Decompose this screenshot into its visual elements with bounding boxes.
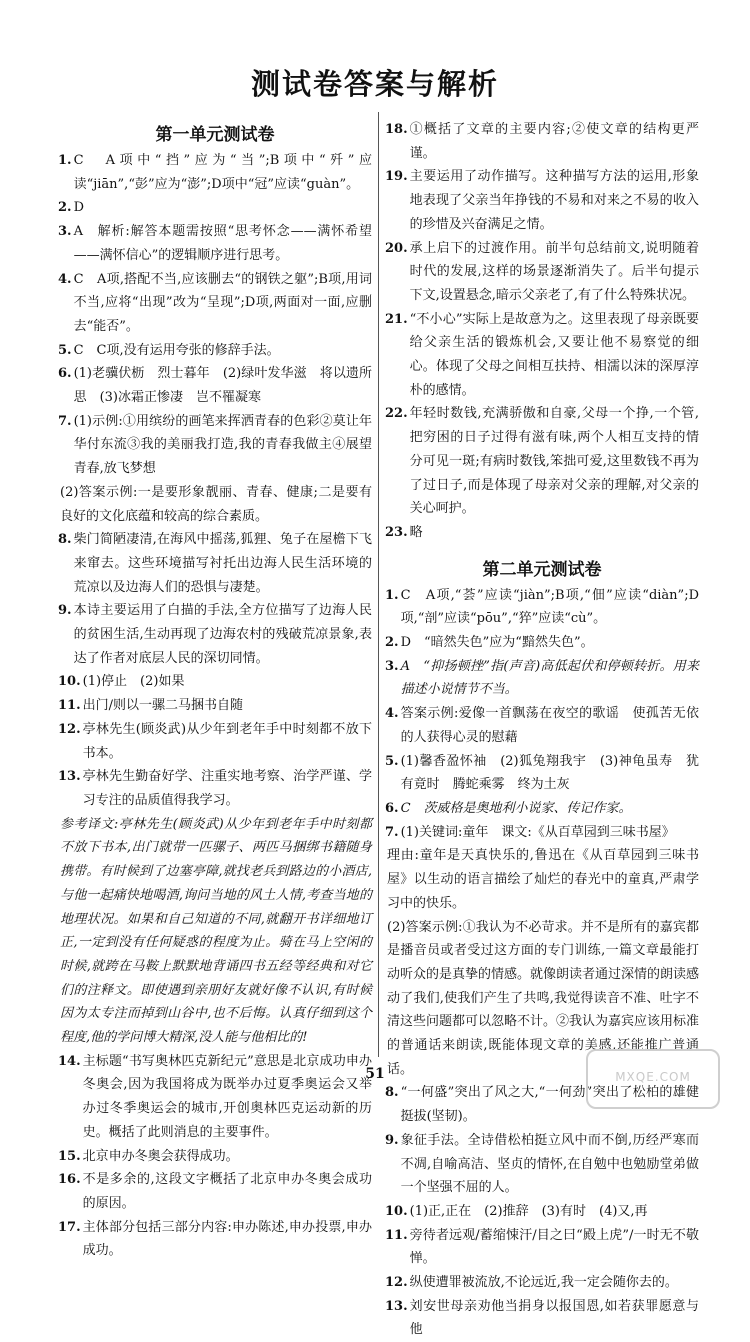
answer-number: 12. [385, 1275, 408, 1291]
answer-text: 旁待者远观/蓄缩悚汗/目之曰“殿上虎”/一时无不敬惮。 [409, 1227, 699, 1267]
answer-item [58, 765, 372, 812]
answer-number: 18. [385, 122, 408, 137]
answer-text: A “抑扬顿挫”指(声音)高低起伏和停顿转折。用来描述小说情节不当。 [400, 658, 699, 698]
answer-text: 本诗主要运用了白描的手法,全方位描写了边海人民的贫困生活,生动再现了边海农村的残破荒凉景象,表达了作者对底层人民的深切同情。 [73, 603, 372, 666]
answer-text: C A项,“荟”应读“jiàn”;B项,“佃”应读“diàn”;D项,“剖”应读“pōu”,“猝”应读“cù”。 [400, 587, 699, 627]
answer-text: 答案示例:爱像一首飘荡在夜空的歌谣 使孤苦无依的人获得心灵的慰藉 [400, 706, 699, 745]
answer-item [58, 1216, 372, 1263]
answer-text: D [73, 200, 85, 216]
answer-number: 13. [58, 769, 81, 785]
answer-number: 13. [385, 1298, 408, 1314]
answer-item [385, 402, 699, 521]
answer-number: 11. [385, 1227, 408, 1243]
answer-text: 亭林先生勤奋好学、注重实地考察、治学严谨、学习专注的品质值得我学习。 [82, 769, 372, 808]
answer-text: 理由:童年是天真快乐的,鲁迅在《从百草园到三味书屋》以生动的语言描绘了灿烂的春光中的童真,严肃学习中的快乐。 [387, 848, 699, 911]
answer-item [58, 196, 372, 220]
answer-number: 8. [385, 1085, 399, 1101]
answer-item [385, 237, 699, 308]
answer-number: 15. [58, 1148, 81, 1164]
answer-number: 1. [385, 587, 399, 603]
answer-item [385, 750, 699, 797]
answer-number: 7. [58, 413, 72, 429]
answer-number: 4. [385, 706, 399, 722]
answer-item [58, 268, 372, 339]
answer-item [58, 362, 372, 409]
answer-item [385, 1295, 699, 1342]
answer-text: C A项中“挡”应为“当”;B项中“歼”应读“jiān”,“彭”应为“澎”;D项中“冠”应读“guàn”。 [73, 153, 372, 192]
answer-item [385, 631, 699, 655]
answer-number: 4. [58, 271, 72, 287]
watermark-logo: MXQE.COM [586, 1049, 720, 1109]
answer-text: C A项,搭配不当,应该删去“的钢铁之躯”;B项,用词不当,应将“出现”改为“呈现”;D项,两面对一面,应删去“能否”。 [73, 271, 372, 334]
page-number: 51 [365, 1066, 385, 1082]
answer-item [385, 308, 699, 403]
answer-text: ①概括了文章的主要内容;②使文章的结构更严谨。 [409, 122, 699, 161]
answer-number: 14. [58, 1053, 81, 1069]
answer-text: 柴门简陋凄清,在海风中摇荡,狐狸、兔子在屋檐下飞来窜去。这些环境描写衬托出边海人民生活环境的荒凉以及边海人们的恐惧与凄楚。 [73, 532, 372, 595]
answer-text: 出门/则以一骡二马捆书自随 [82, 698, 244, 714]
answer-number: 16. [58, 1172, 81, 1188]
answer-text: A 解析:解答本题需按照“思考怀念——满怀希望——满怀信心”的逻辑顺序进行思考。 [73, 224, 372, 263]
answer-item [58, 670, 372, 694]
section-title-unit-2: 第二单元测试卷 [482, 559, 602, 580]
answer-item [58, 149, 372, 196]
left-answer-list [58, 149, 372, 1263]
answer-number: 10. [58, 674, 81, 690]
answer-item [385, 521, 699, 545]
answer-text: C C项,没有运用夸张的修辞手法。 [73, 342, 280, 358]
answer-number: 21. [385, 311, 408, 327]
answer-item [58, 718, 372, 765]
answer-number: 23. [385, 524, 408, 540]
answer-number: 19. [385, 169, 408, 185]
answer-item [58, 599, 372, 670]
answer-item [385, 1224, 699, 1271]
answer-text: D “暗然失色”应为“黯然失色”。 [400, 635, 594, 651]
answer-item [385, 702, 699, 749]
right-answer-list-a [385, 118, 699, 545]
answer-item [58, 481, 372, 528]
answer-item [385, 844, 699, 915]
right-column [385, 118, 699, 1342]
answer-text: 承上启下的过渡作用。前半句总结前文,说明随着时代的发展,这样的场景逐渐消失了。后半句提示下文,设置悬念,暗示父亲老了,有了什么特殊状况。 [409, 240, 699, 303]
answer-text: 纵使遭罪被流放,不论远近,我一定会随你去的。 [409, 1275, 678, 1291]
answer-number: 11. [58, 698, 81, 714]
answer-text: 不是多余的,这段文字概括了北京申办冬奥会成功的原因。 [82, 1172, 372, 1211]
page-title: 测试卷答案与解析 [250, 67, 499, 101]
answer-number: 10. [385, 1203, 408, 1219]
answer-item [385, 118, 699, 165]
answer-number: 2. [58, 200, 72, 216]
answer-text: (2)答案示例:一是要形象靓丽、青春、健康;二是要有良好的文化底蕴和较高的综合素质。 [60, 484, 372, 524]
answer-number: 6. [385, 800, 399, 816]
answer-item [58, 694, 372, 718]
answer-item [385, 165, 699, 236]
answer-text: (2)答案示例:①我认为不必苛求。并不是所有的嘉宾都是播音员或者受过这方面的专门训练,一篇文章最能打动听众的是真挚的情感。就像朗读者通过深情的朗读感动了我们,使我们产生了共鸣,我觉得读音不准、吐字不清这些问题都可以忽略不计。②我认为嘉宾应该用标准的普通话来朗读,既能体现文章的美感,还能推广普通话。 [387, 919, 700, 1077]
answer-item [385, 797, 699, 821]
answer-text: (1)老骥伏枥 烈士暮年 (2)绿叶发华滋 将以遗所思 (3)冰霜正惨凄 岂不罹凝寒 [73, 366, 372, 406]
answer-text: C 茨威格是奥地利小说家、传记作家。 [400, 800, 632, 816]
answer-item [385, 1129, 699, 1200]
answer-text: 象征手法。全诗借松柏挺立风中而不倒,历经严寒而不凋,自喻高洁、坚贞的情怀,在自勉中也勉励堂弟做一个坚强不屈的人。 [400, 1132, 699, 1196]
answer-text: (1)示例:①用缤纷的画笔来挥洒青春的色彩②莫让年华付东流③我的美丽我打造,我的青春我做主④展望青春,放飞梦想 [73, 413, 372, 477]
answer-text: 主标题“书写奥林匹克新纪元”意思是北京成功申办冬奥会,因为我国将成为既举办过夏季奥运会又举办过冬季奥运会的城市,开创奥林匹克运动新的历史。概括了此则消息的主要事件。 [82, 1053, 372, 1140]
column-divider [378, 112, 379, 1057]
answer-text: 参考译文:亭林先生(顾炎武)从少年到老年手中时刻都不放下书本,出门就带一匹骡子、两匹马捆绑书籍随身携带。有时候到了边塞亭障,就找老兵到路边的小酒店,与他一起痛快地喝酒,询问当地的风土人情,考查当地的地理状况。如果和自己知道的不同,就翻开书详细地订正,一定到没有任何疑惑的程度为止。骑在马上空闲的时候,就跨在马鞍上默默地背诵四书五经等经典和对它们的注释文。即使遇到亲朋好友就好像不认识,有时候因为太专注而掉到山谷中,也不后悔。认真仔细到这个程度,他的学问博大精深,没人能与他相比的! [60, 816, 372, 1046]
answer-text: 北京申办冬奥会获得成功。 [82, 1148, 239, 1164]
answer-text: (1)停止 (2)如果 [82, 674, 185, 690]
answer-item [385, 655, 699, 702]
answer-text: 刘安世母亲劝他当捐身以报国恩,如若获罪愿意与他 [409, 1298, 699, 1338]
answer-item [58, 410, 372, 481]
answer-text: 年轻时数钱,充满骄傲和自豪,父母一个挣,一个管,把穷困的日子过得有滋有味,两个人相互支持的情分可见一斑;有病时数钱,笨拙可爱,这里数钱不再为了过日子,而是体现了母亲对父亲的理解,对父亲的关心呵护。 [409, 406, 699, 517]
answer-number: 6. [58, 366, 72, 382]
answer-text: 亭林先生(顾炎武)从少年到老年手中时刻都不放下书本。 [82, 721, 372, 761]
answer-text: 略 [409, 524, 423, 540]
answer-text: (1)正,正在 (2)推辞 (3)有时 (4)又,再 [409, 1203, 648, 1219]
answer-number: 7. [385, 824, 399, 840]
answer-number: 9. [385, 1132, 399, 1148]
answer-number: 3. [385, 658, 399, 674]
answer-text: “不小心”实际上是故意为之。这里表现了母亲既要给父亲生活的锻炼机会,又要让他不易察觉的细心。体现了父母之间相互扶持、相濡以沫的深厚淳朴的感情。 [409, 311, 699, 398]
answer-number: 5. [385, 753, 399, 769]
answer-number: 9. [58, 603, 72, 619]
answer-text: “一何盛”突出了风之大,“一何劲”突出了松柏的雄健挺拔(坚韧)。 [400, 1085, 699, 1125]
answer-item [58, 1145, 372, 1169]
answer-number: 1. [58, 153, 72, 168]
answer-number: 17. [58, 1219, 81, 1235]
answer-item [385, 584, 699, 631]
section-title-unit-1: 第一单元测试卷 [155, 125, 275, 145]
answer-number: 20. [385, 240, 408, 256]
answer-number: 8. [58, 532, 72, 548]
answer-item [58, 528, 372, 599]
answer-item [58, 339, 372, 363]
answer-item [385, 821, 699, 845]
answer-item [385, 1200, 699, 1224]
answer-text: (1)关键词:童年 课文:《从百草园到三味书屋》 [400, 824, 675, 840]
answer-item [385, 1271, 699, 1295]
right-answer-list-b [385, 584, 699, 1342]
answer-item [58, 220, 372, 267]
answer-number: 5. [58, 342, 72, 358]
left-column [58, 112, 372, 1263]
answer-text: 主要运用了动作描写。这种描写方法的运用,形象地表现了父亲当年挣钱的不易和对来之不易的收入的珍惜及兴奋满足之情。 [409, 169, 699, 232]
answer-item [58, 813, 372, 1050]
answer-text: (1)馨香盈怀袖 (2)狐兔翔我宇 (3)神龟虽寿 犹有竟时 腾蛇乘雾 终为土灰 [400, 753, 699, 793]
answer-number: 12. [58, 721, 81, 737]
answer-item [58, 1168, 372, 1215]
answer-text: 主体部分包括三部分内容:申办陈述,申办投票,申办成功。 [82, 1219, 372, 1259]
answer-number: 2. [385, 635, 399, 651]
answer-number: 22. [385, 406, 408, 422]
answer-number: 3. [58, 224, 72, 240]
answer-item [58, 1050, 372, 1145]
